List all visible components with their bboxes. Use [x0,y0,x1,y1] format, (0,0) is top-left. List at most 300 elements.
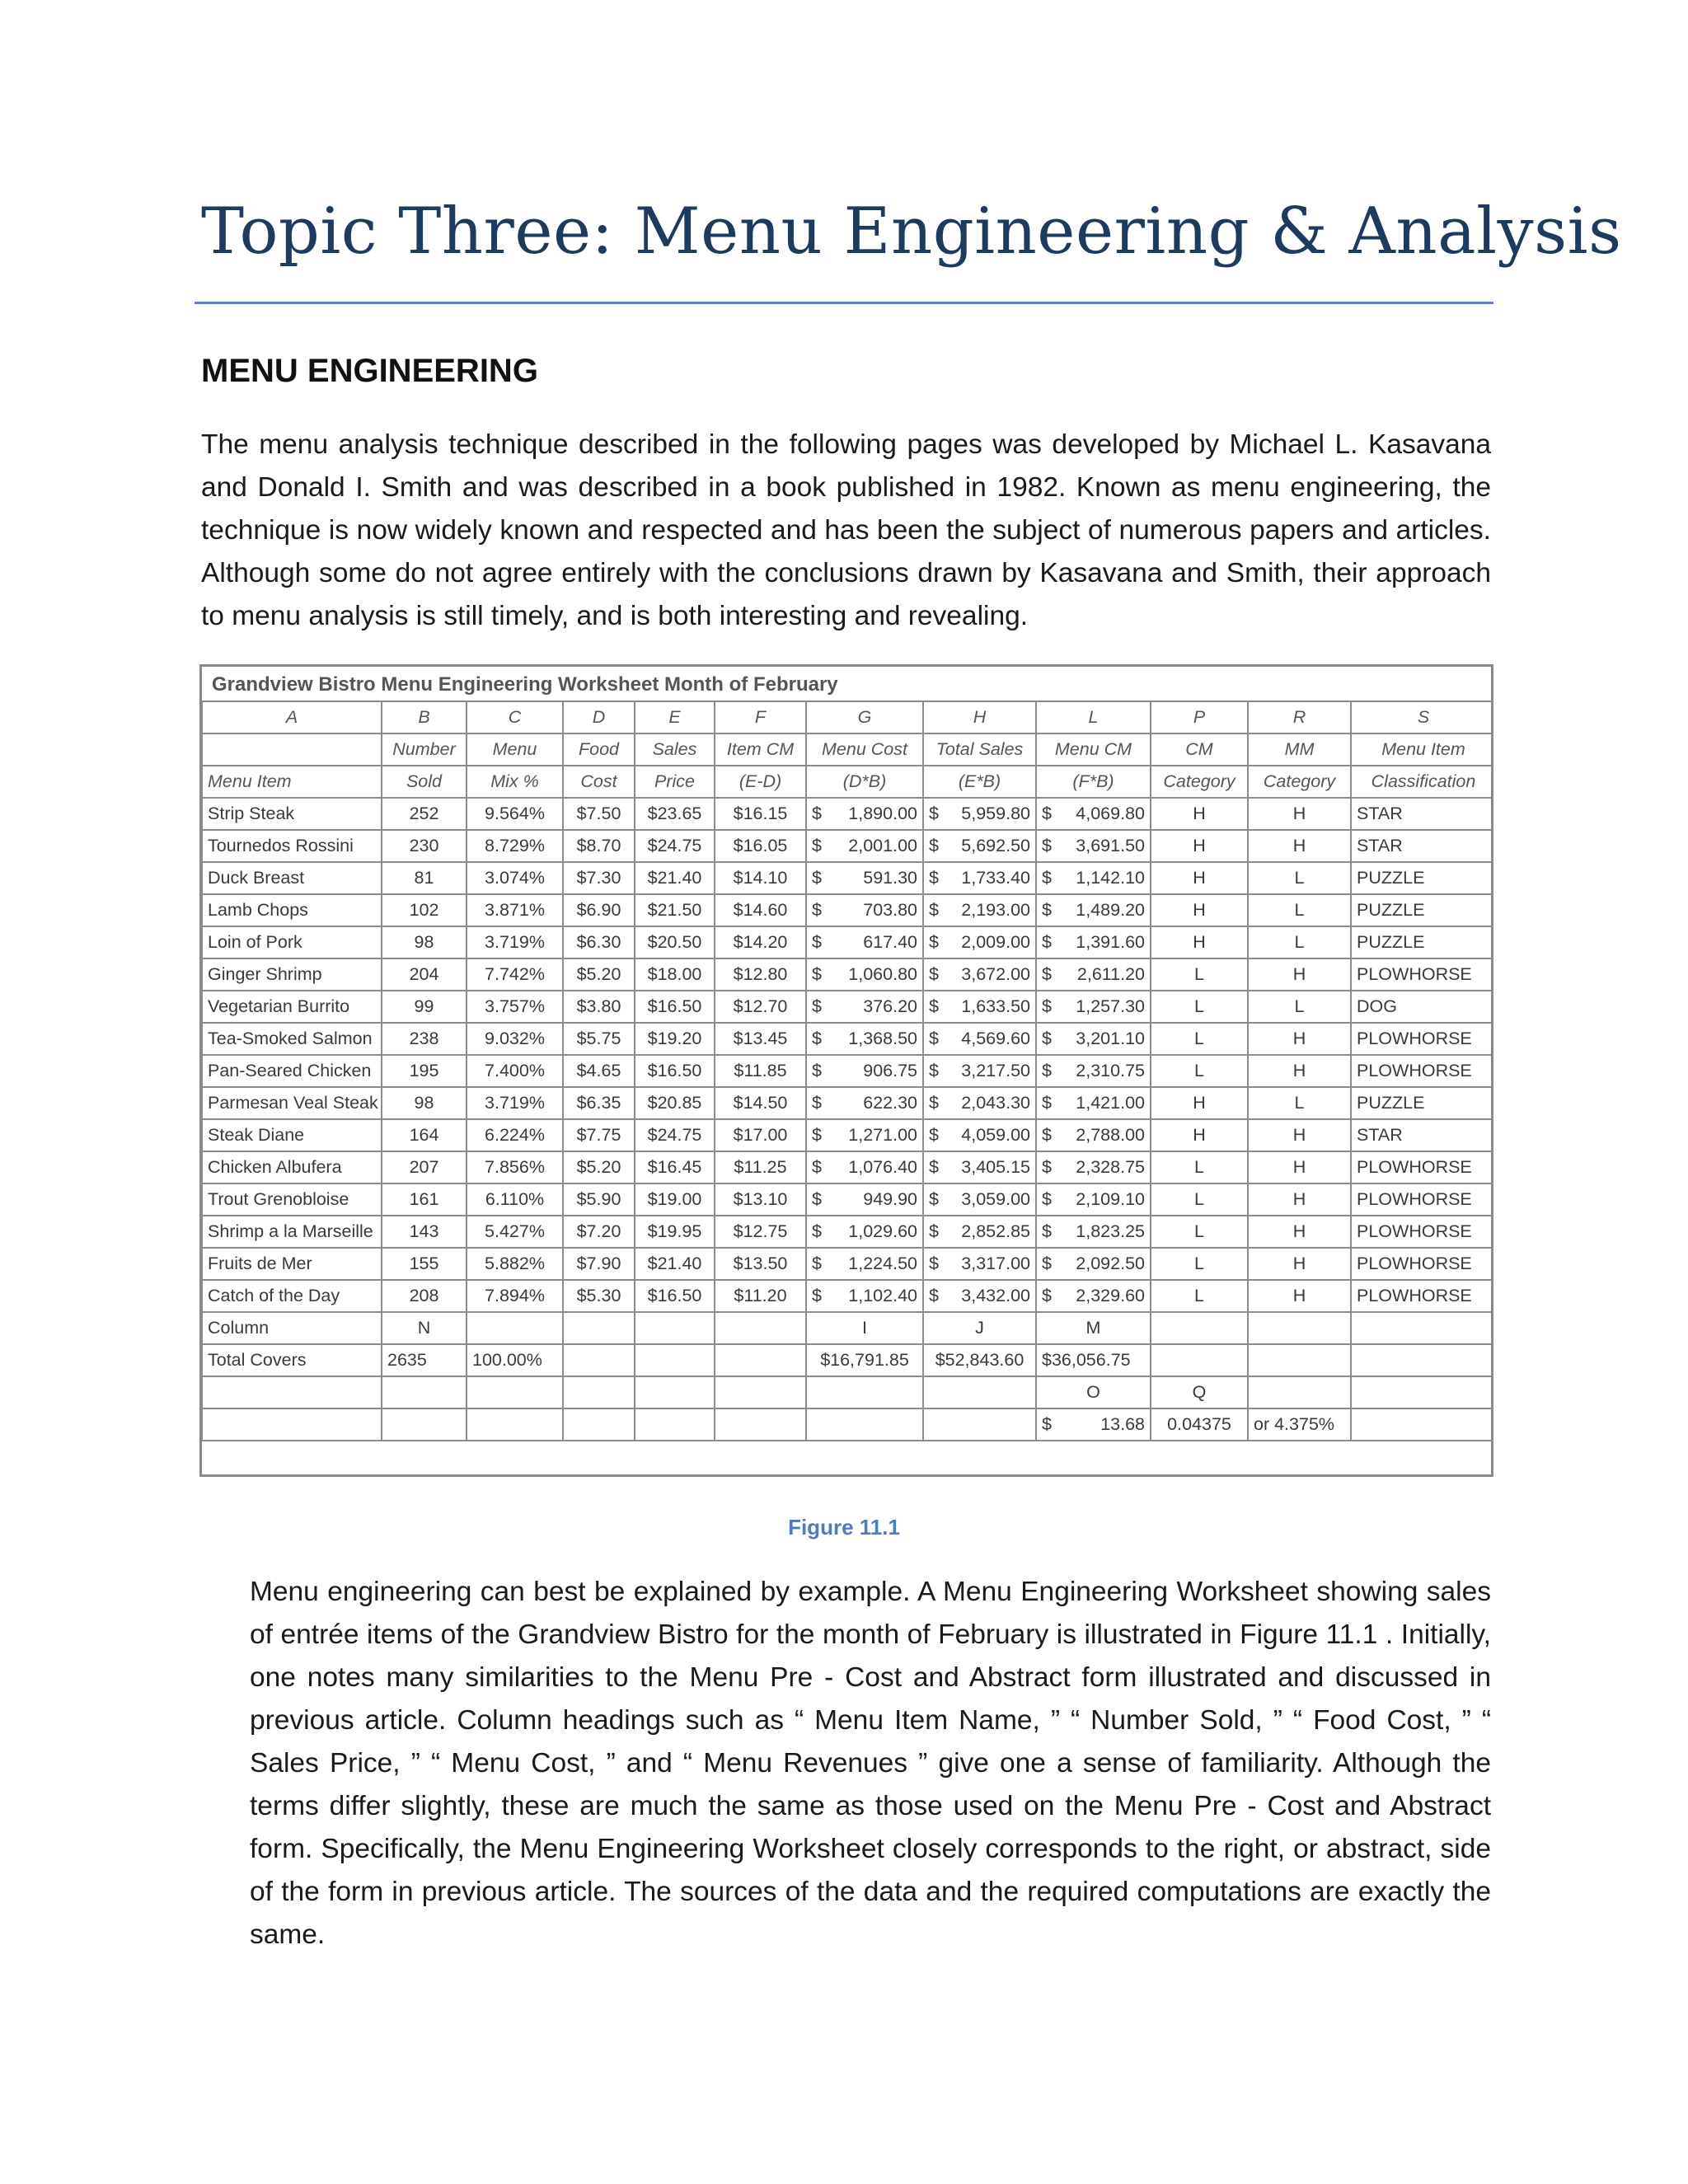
menu-cm [1036,1248,1151,1280]
menu-cm [1036,830,1151,862]
sales-price: $19.95 [635,1216,715,1248]
menu-cost [806,926,923,958]
item-cm: $11.85 [715,1055,806,1087]
menu-item-classification: STAR [1351,798,1493,830]
table-cell [563,1408,635,1441]
column-header: Price [635,766,715,798]
column-header: Total Sales [923,733,1036,766]
amount: 3,691.50 [1076,835,1145,855]
menu-cm [1036,1119,1151,1151]
number-sold: 238 [382,1023,467,1055]
item-cm: $12.80 [715,958,806,991]
menu-mix: 3.719% [467,1087,563,1119]
column-header [202,733,382,766]
table-cell [923,1408,1036,1441]
menu-cm [1036,958,1151,991]
total-sales [923,1248,1036,1280]
table-cell [715,1344,806,1376]
food-cost: $5.75 [563,1023,635,1055]
table-cell [467,1408,563,1441]
menu-mix: 6.110% [467,1183,563,1216]
currency-symbol: $ [812,835,822,855]
currency-symbol: $ [1042,1092,1052,1113]
menu-item-classification: STAR [1351,1119,1493,1151]
menu-cm [1036,1151,1151,1183]
currency-symbol: $ [1042,963,1052,984]
table-cell [715,1312,806,1344]
column-header: Cost [563,766,635,798]
sales-price: $16.50 [635,1280,715,1312]
currency-symbol: $ [929,1285,939,1305]
table-cell [715,1376,806,1408]
menu-item-name: Chicken Albufera [202,1151,382,1183]
menu-item-name: Loin of Pork [202,926,382,958]
item-cm: $16.15 [715,798,806,830]
menu-cost [806,1183,923,1216]
menu-cost [806,862,923,894]
cm-category: H [1151,1087,1248,1119]
item-cm: $16.05 [715,830,806,862]
menu-item-classification: PUZZLE [1351,926,1493,958]
table-cell [467,1312,563,1344]
amount: 703.80 [863,899,917,920]
mm-category: L [1248,926,1351,958]
menu-mix: 9.032% [467,1023,563,1055]
cm-category: H [1151,894,1248,926]
table-cell [382,1408,467,1441]
currency-symbol: $ [929,835,939,855]
table-cell [382,1376,467,1408]
header-row-formulas [202,766,1493,798]
menu-mix: 8.729% [467,830,563,862]
amount: 2,001.00 [848,835,917,855]
amount: 2,193.00 [961,899,1030,920]
menu-item-classification: PLOWHORSE [1351,1183,1493,1216]
currency-symbol: $ [812,1156,822,1177]
currency-symbol: $ [1042,931,1052,952]
currency-symbol: $ [812,931,822,952]
menu-cm [1036,798,1151,830]
total-menu-cm: $36,056.75 [1036,1344,1151,1376]
column-header: Number [382,733,467,766]
table-cell [467,1376,563,1408]
item-cm: $11.25 [715,1151,806,1183]
menu-mix: 5.427% [467,1216,563,1248]
table-cell [1248,1344,1351,1376]
number-sold: 252 [382,798,467,830]
menu-item-name: Tea-Smoked Salmon [202,1023,382,1055]
column-letter: P [1151,701,1248,733]
column-ref: J [923,1312,1036,1344]
column-letter: A [202,701,382,733]
total-sales [923,1183,1036,1216]
table-row [202,862,1493,894]
table-cell [1351,1312,1493,1344]
table-row [202,1280,1493,1312]
menu-mix: 7.894% [467,1280,563,1312]
table-row [202,1248,1493,1280]
food-cost: $3.80 [563,991,635,1023]
totals-row [202,1344,1493,1376]
column-ref: M [1036,1312,1151,1344]
table-cell [563,1312,635,1344]
currency-symbol: $ [929,1221,939,1241]
column-header: Menu Item [202,766,382,798]
total-mix: 100.00% [467,1344,563,1376]
total-sold: 2635 [382,1344,467,1376]
mm-category: H [1248,830,1351,862]
sales-price: $21.40 [635,1248,715,1280]
item-cm: $14.60 [715,894,806,926]
sales-price: $16.50 [635,991,715,1023]
row-label: Total Covers [202,1344,382,1376]
table-cell [635,1344,715,1376]
amount: 949.90 [863,1188,917,1209]
menu-item-classification: STAR [1351,830,1493,862]
total-sales [923,862,1036,894]
amount: 13.68 [1100,1413,1145,1434]
total-sales [923,1151,1036,1183]
menu-item-classification: PLOWHORSE [1351,1280,1493,1312]
currency-symbol: $ [929,1092,939,1113]
food-cost: $7.90 [563,1248,635,1280]
menu-item-name: Tournedos Rossini [202,830,382,862]
number-sold: 143 [382,1216,467,1248]
cm-category: L [1151,991,1248,1023]
amount: 622.30 [863,1092,917,1113]
sales-price: $19.00 [635,1183,715,1216]
table-row [202,1087,1493,1119]
mm-category: L [1248,862,1351,894]
item-cm: $14.10 [715,862,806,894]
mm-category: H [1248,1183,1351,1216]
column-header: Food [563,733,635,766]
cm-category: L [1151,1183,1248,1216]
menu-cost [806,1151,923,1183]
column-header: Sold [382,766,467,798]
amount: 591.30 [863,867,917,888]
currency-symbol: $ [929,1060,939,1080]
amount: 1,029.60 [848,1221,917,1241]
amount: 1,271.00 [848,1124,917,1145]
number-sold: 81 [382,862,467,894]
currency-symbol: $ [1042,899,1052,920]
amount: 1,823.25 [1076,1221,1145,1241]
table-cell [1351,1408,1493,1441]
food-cost: $6.35 [563,1087,635,1119]
item-cm: $13.10 [715,1183,806,1216]
amount: 5,692.50 [961,835,1030,855]
menu-item-classification: PLOWHORSE [1351,1151,1493,1183]
menu-item-classification: PUZZLE [1351,862,1493,894]
currency-symbol: $ [812,1253,822,1273]
total-sales [923,1055,1036,1087]
column-header: Menu Cost [806,733,923,766]
menu-item-name: Catch of the Day [202,1280,382,1312]
total-sales: $52,843.60 [923,1344,1036,1376]
table-row [202,926,1493,958]
number-sold: 204 [382,958,467,991]
menu-item-name: Trout Grenobloise [202,1183,382,1216]
currency-symbol: $ [812,899,822,920]
amount: 2,329.60 [1076,1285,1145,1305]
food-cost: $6.90 [563,894,635,926]
cm-category: L [1151,1216,1248,1248]
mm-category: H [1248,1280,1351,1312]
cm-category: H [1151,798,1248,830]
menu-mix: 3.074% [467,862,563,894]
column-letter: L [1036,701,1151,733]
amount: 1,489.20 [1076,899,1145,920]
number-sold: 99 [382,991,467,1023]
table-row [202,798,1493,830]
menu-item-name: Parmesan Veal Steak [202,1087,382,1119]
column-header: (D*B) [806,766,923,798]
menu-cm [1036,1055,1151,1087]
food-cost: $4.65 [563,1055,635,1087]
mm-category: H [1248,1151,1351,1183]
menu-cost [806,798,923,830]
amount: 1,224.50 [848,1253,917,1273]
menu-mix: 7.742% [467,958,563,991]
number-sold: 155 [382,1248,467,1280]
currency-symbol: $ [1042,1253,1052,1273]
number-sold: 207 [382,1151,467,1183]
amount: 4,059.00 [961,1124,1030,1145]
total-sales [923,894,1036,926]
currency-symbol: $ [929,1124,939,1145]
menu-item-classification: PLOWHORSE [1351,1248,1493,1280]
table-cell [1248,1312,1351,1344]
column-letter: D [563,701,635,733]
menu-item-name: Steak Diane [202,1119,382,1151]
table-cell [1351,1376,1493,1408]
menu-engineering-worksheet [199,664,1493,1477]
currency-symbol: $ [812,996,822,1016]
item-cm: $13.45 [715,1023,806,1055]
amount: 2,852.85 [961,1221,1030,1241]
menu-item-classification: PLOWHORSE [1351,958,1493,991]
currency-symbol: $ [812,867,822,888]
amount: 2,310.75 [1076,1060,1145,1080]
mm-category: L [1248,1087,1351,1119]
currency-symbol: $ [929,1188,939,1209]
mm-category: H [1248,1119,1351,1151]
currency-symbol: $ [929,931,939,952]
header-row-letters [202,701,1493,733]
amount: 2,328.75 [1076,1156,1145,1177]
column-letter: H [923,701,1036,733]
menu-item-classification: PLOWHORSE [1351,1023,1493,1055]
menu-cost [806,991,923,1023]
menu-item-classification: DOG [1351,991,1493,1023]
column-ref: Q [1151,1376,1248,1408]
amount: 1,733.40 [961,867,1030,888]
cm-category: H [1151,1119,1248,1151]
worksheet-table [201,701,1493,1441]
menu-cm [1036,926,1151,958]
item-cm: $12.70 [715,991,806,1023]
cm-category: L [1151,1151,1248,1183]
cm-category: L [1151,1280,1248,1312]
currency-symbol: $ [1042,1188,1052,1209]
total-menu-cost: $16,791.85 [806,1344,923,1376]
table-cell [635,1312,715,1344]
amount: 1,890.00 [848,803,917,823]
menu-item-name: Duck Breast [202,862,382,894]
amount: 2,611.20 [1076,963,1145,984]
body-paragraph: Menu engineering can best be explained by example. A Menu Engineering Worksheet showing sales of entrée items of the Grandview Bistro for the month of February is illustrated in Figure 11.1 . Initially, one notes many similarities to the Menu Pre - Cost and Abstract form illustrated and discussed in previous article. Column headings such as “ Menu Item Name, ” “ Number Sold, ” “ Food Cost, ” “ Sales Price, ” “ Menu Cost, ” and “ Menu Revenues ” give one a sense of familiarity. Although the terms differ slightly, these are much the same as those used on the Menu Pre - Cost and Abstract form. Specifically, the Menu Engineering Worksheet closely corresponds to the right, or abstract, side of the form in previous article. The sources of the data and the required computations are exactly the same. [250,1577,1491,1950]
column-header: Mix % [467,766,563,798]
currency-symbol: $ [929,867,939,888]
currency-symbol: $ [812,963,822,984]
food-cost: $5.20 [563,958,635,991]
mm-category: H [1248,958,1351,991]
column-row [202,1312,1493,1344]
table-row [202,1055,1493,1087]
column-header: Category [1151,766,1248,798]
item-cm: $14.50 [715,1087,806,1119]
column-header: Classification [1351,766,1493,798]
total-sales [923,1119,1036,1151]
table-row [202,894,1493,926]
currency-symbol: $ [929,1156,939,1177]
amount: 4,569.60 [961,1028,1030,1048]
total-sales [923,830,1036,862]
currency-symbol: $ [1042,1028,1052,1048]
cm-category: L [1151,958,1248,991]
table-row [202,958,1493,991]
amount: 2,043.30 [961,1092,1030,1113]
amount: 5,959.80 [961,803,1030,823]
table-row [202,1183,1493,1216]
currency-symbol: $ [1042,1060,1052,1080]
currency-symbol: $ [1042,1124,1052,1145]
amount: 4,069.80 [1076,803,1145,823]
currency-symbol: $ [929,1253,939,1273]
total-sales [923,926,1036,958]
menu-cm [1036,991,1151,1023]
menu-mix: 7.400% [467,1055,563,1087]
cm-category: H [1151,862,1248,894]
mm-category: H [1248,1248,1351,1280]
total-sales [923,798,1036,830]
amount: 3,317.00 [961,1253,1030,1273]
amount: 1,391.60 [1076,931,1145,952]
column-header: Item CM [715,733,806,766]
amount: 3,201.10 [1076,1028,1145,1048]
food-cost: $7.20 [563,1216,635,1248]
column-header: Category [1248,766,1351,798]
item-cm: $17.00 [715,1119,806,1151]
page-title: Topic Three: Menu Engineering & Analysis [201,194,1622,269]
cm-category: H [1151,926,1248,958]
column-letter: F [715,701,806,733]
amount: 1,257.30 [1076,996,1145,1016]
table-cell [202,1408,382,1441]
title-divider [195,302,1493,304]
table-cell [563,1376,635,1408]
sales-price: $20.85 [635,1087,715,1119]
header-row-labels [202,733,1493,766]
sales-price: $20.50 [635,926,715,958]
food-cost: $5.90 [563,1183,635,1216]
sales-price: $16.45 [635,1151,715,1183]
currency-symbol: $ [1042,1221,1052,1241]
menu-cost [806,894,923,926]
cm-category: L [1151,1023,1248,1055]
column-letter: G [806,701,923,733]
table-cell [1351,1344,1493,1376]
figure-caption: Figure 11.1 [788,1515,900,1540]
column-header: CM [1151,733,1248,766]
menu-item-name: Ginger Shrimp [202,958,382,991]
column-letter: B [382,701,467,733]
currency-symbol: $ [1042,1285,1052,1305]
column-letter: E [635,701,715,733]
amount: 1,076.40 [848,1156,917,1177]
table-cell [806,1376,923,1408]
cm-category: H [1151,830,1248,862]
currency-symbol: $ [929,1028,939,1048]
number-sold: 98 [382,926,467,958]
menu-cm [1036,1087,1151,1119]
table-cell [715,1408,806,1441]
column-letter: S [1351,701,1493,733]
sales-price: $18.00 [635,958,715,991]
column-header: Sales [635,733,715,766]
table-cell [202,1376,382,1408]
menu-mix: 5.882% [467,1248,563,1280]
column-header: Menu Item [1351,733,1493,766]
currency-symbol: $ [812,1028,822,1048]
mm-category: H [1248,1216,1351,1248]
amount: 3,217.50 [961,1060,1030,1080]
menu-item-name: Lamb Chops [202,894,382,926]
menu-cost [806,1216,923,1248]
menu-cost [806,958,923,991]
table-row [202,830,1493,862]
currency-symbol: $ [1042,996,1052,1016]
extra-row [202,1408,1493,1441]
amount: 906.75 [863,1060,917,1080]
amount: 1,421.00 [1076,1092,1145,1113]
menu-item-name: Pan-Seared Chicken [202,1055,382,1087]
menu-cost [806,1119,923,1151]
amount: 1,368.50 [848,1028,917,1048]
sales-price: $21.50 [635,894,715,926]
amount: 376.20 [863,996,917,1016]
menu-mix: 3.871% [467,894,563,926]
item-cm: $13.50 [715,1248,806,1280]
menu-item-name: Shrimp a la Marseille [202,1216,382,1248]
table-row [202,991,1493,1023]
mm-category: H [1248,1055,1351,1087]
currency-symbol: $ [812,1285,822,1305]
cm-category: L [1151,1055,1248,1087]
section-heading: MENU ENGINEERING [201,353,538,389]
menu-mix: 3.757% [467,991,563,1023]
number-sold: 102 [382,894,467,926]
food-cost: $6.30 [563,926,635,958]
column-header: Menu CM [1036,733,1151,766]
column-ref: O [1036,1376,1151,1408]
mm-category: L [1248,991,1351,1023]
amount: 2,788.00 [1076,1124,1145,1145]
amount: 3,672.00 [961,963,1030,984]
row-label: Column [202,1312,382,1344]
amount: 2,092.50 [1076,1253,1145,1273]
